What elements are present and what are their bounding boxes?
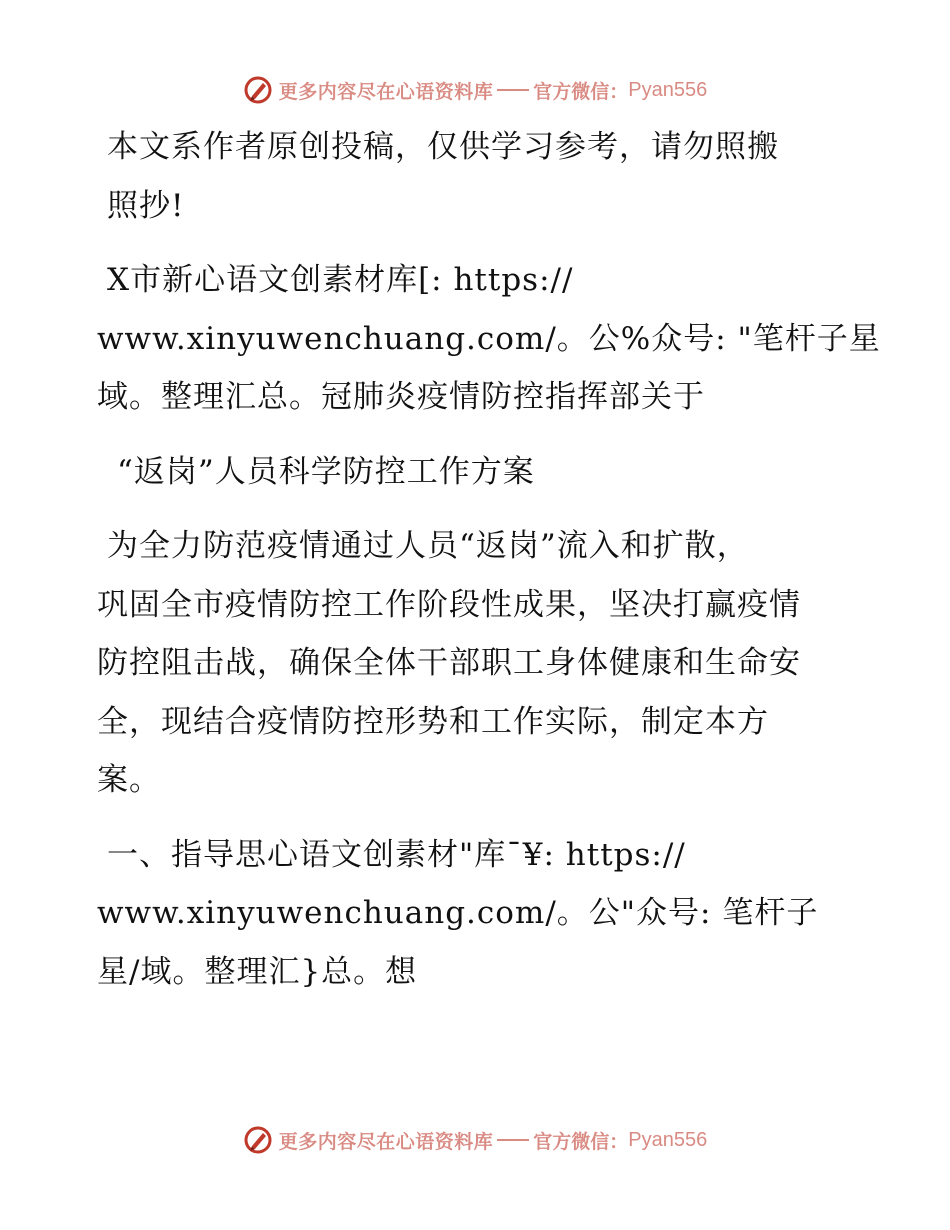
pen-circle-logo-icon xyxy=(243,75,273,105)
footer-banner-dash xyxy=(497,1139,529,1141)
footer-banner-text: 更多内容尽在心语资料库 xyxy=(278,1130,494,1153)
text-line: 一、指导思心语文创素材"库¯¥: https:// xyxy=(107,836,686,873)
footer-banner-id: Pyan556 xyxy=(628,1128,708,1151)
header-banner-sub: 官方微信： xyxy=(533,80,629,103)
paragraph-intro xyxy=(97,517,857,810)
document-body xyxy=(97,118,881,1001)
footer-watermark-banner xyxy=(0,1120,950,1160)
text-line: 巩固全市疫情防控工作阶段性成果，坚决打赢疫情 xyxy=(97,586,801,623)
paragraph-title xyxy=(97,251,881,427)
text-line: 域。整理汇总。冠肺炎疫情防控指挥部关于 xyxy=(97,379,705,415)
pen-circle-logo-icon xyxy=(243,1125,273,1155)
header-banner-text: 更多内容尽在心语资料库 xyxy=(278,80,494,103)
text-line: 案。 xyxy=(97,762,161,798)
text-line: X市新心语文创素材库[: https:// xyxy=(107,262,574,298)
text-line: www.xinyuwenchuang.com/。公%众号: "笔杆子星 xyxy=(97,320,881,357)
text-line: www.xinyuwenchuang.com/。公"众号: 笔杆子 xyxy=(97,895,819,931)
text-line: 为全力防范疫情通过人员“返岗”流入和扩散， xyxy=(107,528,749,564)
text-line: 星/域。整理汇}总。想 xyxy=(97,953,418,990)
text-line: 防控阻击战，确保全体干部职工身体健康和生命安 xyxy=(97,645,801,681)
text-line: “返岗”人员科学防控工作方案 xyxy=(117,453,535,490)
footer-banner-sub: 官方微信： xyxy=(533,1130,629,1153)
header-watermark-banner xyxy=(0,70,950,110)
header-banner-id: Pyan556 xyxy=(628,78,708,101)
text-line: 本文系作者原创投稿，仅供学习参考，请勿照搬 xyxy=(107,129,779,165)
text-line: 全，现结合疫情防控形势和工作实际，制定本方 xyxy=(97,703,769,740)
paragraph-section-one xyxy=(97,826,857,1002)
header-banner-dash xyxy=(497,89,529,91)
text-line: 照抄! xyxy=(107,187,185,224)
paragraph-disclaimer xyxy=(97,118,857,235)
paragraph-title-continued xyxy=(97,443,857,502)
